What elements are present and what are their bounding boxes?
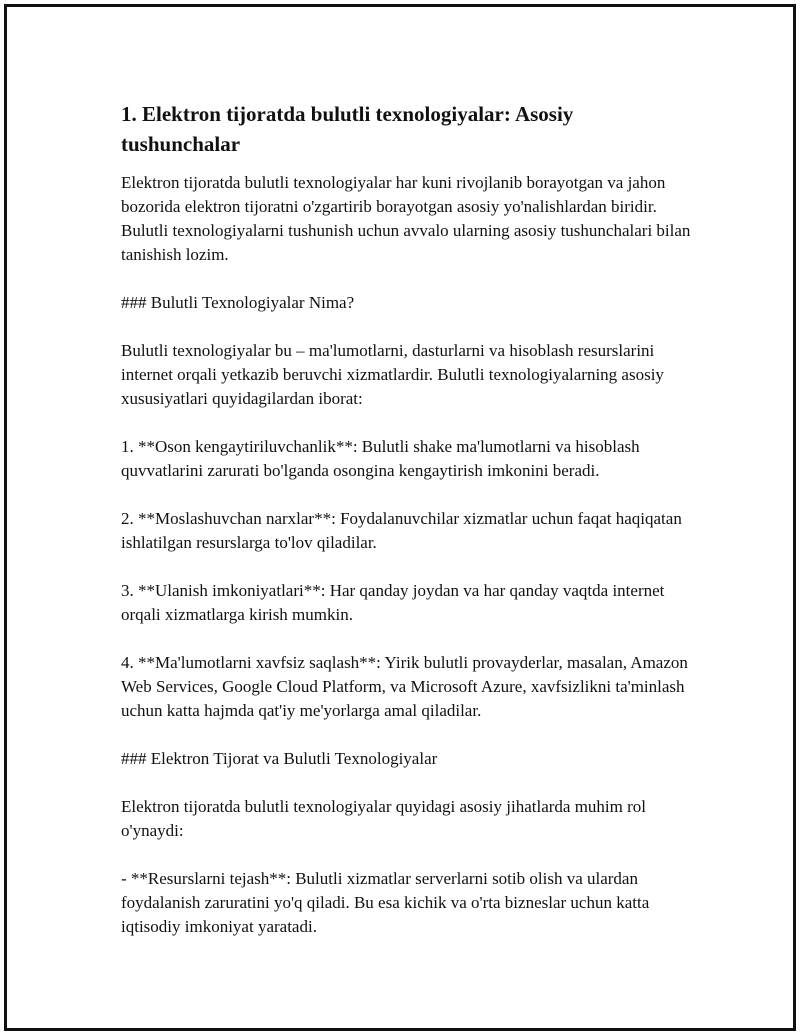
roles-intro-paragraph: Elektron tijoratda bulutli texnologiyalar quyidagi asosiy jihatlarda muhim rol o'ynaydi: [121,797,646,840]
list-item-secure-storage: 4. **Ma'lumotlarni xavfsiz saqlash**: Yirik bulutli provayderlar, masalan, Amazon Web Services, Google Cloud Platform, va Microsoft Azure, xavfsizlikni ta'minlash uchun katta hajmda qat'iy me'yorlarga amal qiladilar. [121,653,688,720]
document-title: 1. Elektron tijoratda bulutli texnologiyalar: Asosiy tushunchalar [121,102,574,156]
list-item-connectivity: 3. **Ulanish imkoniyatlari**: Har qanday joydan va har qanday vaqtda internet orqali xizmatlarga kirish mumkin. [121,581,665,624]
intro-paragraph: Elektron tijoratda bulutli texnologiyalar har kuni rivojlanib borayotgan va jahon bozorida elektron tijoratni o'zgartirib borayotgan asosiy yo'nalishlardan biridir. Bulutli texnologiyalarni tushunish uchun avvalo ularning asosiy tushunchalari bilan tanishish lozim. [121,173,691,264]
section-heading-ecommerce-cloud: ### Elektron Tijorat va Bulutli Texnologiyalar [121,749,438,768]
page-frame [4,4,796,1031]
list-item-flexible-pricing: 2. **Moslashuvchan narxlar**: Foydalanuvchilar xizmatlar uchun faqat haqiqatan ishlatilgan resurslarga to'lov qiladilar. [121,509,682,552]
document-body [121,99,691,963]
bullet-resource-saving: - **Resurslarni tejash**: Bulutli xizmatlar serverlarni sotib olish va ulardan foydalanish zaruratini yo'q qiladi. Bu esa kichik va o'rta bizneslar uchun katta iqtisodiy imkoniyat yaratadi. [121,869,650,936]
list-item-scalability: 1. **Oson kengaytiriluvchanlik**: Bulutli shake ma'lumotlarni va hisoblash quvvatlarini zarurati bo'lganda osongina kengaytirish imkonini beradi. [121,437,640,480]
section-heading-what-is-cloud: ### Bulutli Texnologiyalar Nima? [121,293,355,312]
definition-paragraph: Bulutli texnologiyalar bu – ma'lumotlarni, dasturlarni va hisoblash resurslarini internet orqali yetkazib beruvchi xizmatlardir. Bulutli texnologiyalarning asosiy xususiyatlari quyidagilardan iborat: [121,341,664,408]
